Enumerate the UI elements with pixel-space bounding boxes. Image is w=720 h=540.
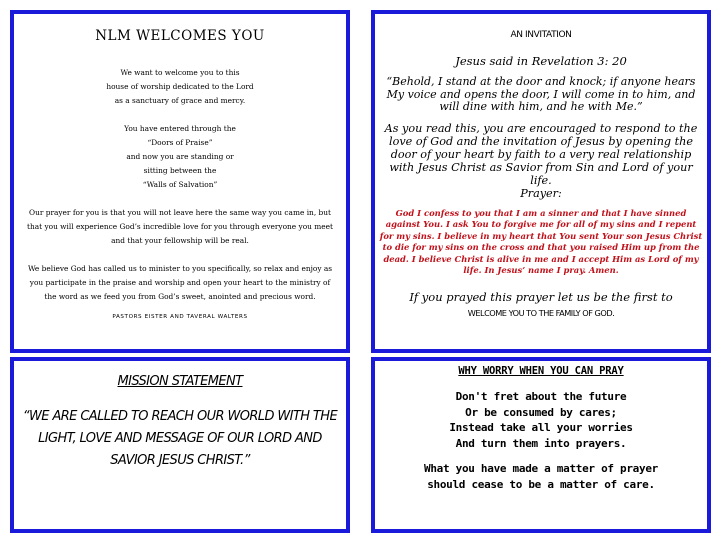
mission-title: MISSION STATEMENT (117, 374, 243, 389)
closing-line: should cease to be a matter of care. (427, 477, 655, 491)
text-line: “Walls of Salvation” (142, 180, 218, 189)
welcome-paragraph-2 (14, 122, 346, 192)
mission-statement: “WE ARE CALLED TO REACH OUR WORLD WITH THE LIGHT, LOVE AND MESSAGE OF OUR LORD AND SAVIOR JESUS CHRIST.” (22, 409, 338, 468)
family-welcome-text: WELCOME YOU TO THE FAMILY OF GOD. (467, 308, 615, 319)
invitation-title: AN INVITATION (510, 30, 572, 40)
welcome-title: NLM WELCOMES YOU (95, 28, 265, 44)
invitation-subtitle: Jesus said in Revelation 3: 20 (455, 54, 627, 68)
text-line: and now you are standing or (126, 152, 234, 161)
prayer-label: Prayer: (520, 186, 562, 200)
text-line: We want to welcome you to this (120, 68, 240, 77)
poem-line: Instead take all your worries (449, 421, 633, 434)
welcome-paragraph-4: We believe God has called us to minister to you specifically, so relax and enjoy as you participate in the praise and worship and open your heart to the ministry of the word as we feed you from God’s sweet, anointed and precious word. (27, 264, 333, 301)
text-line: house of worship dedicated to the Lord (106, 82, 254, 91)
text-line: “Doors of Praise” (147, 138, 213, 147)
mission-panel (10, 357, 350, 533)
welcome-panel (10, 10, 350, 353)
poem-line: Don't fret about the future (455, 390, 627, 403)
invitation-paragraph (379, 122, 703, 200)
invitation-paragraph-text: As you read this, you are encouraged to respond to the love of God and the invitation of Jesus by opening the door of your heart by faith to a very real relationship with Jesus Christ as Savior from Sin and Lord of your life. (384, 121, 698, 187)
follow-up-text: If you prayed this prayer let us be the first to (409, 290, 673, 305)
text-line: You have entered through the (124, 124, 236, 133)
scripture-quote: “Behold, I stand at the door and knock; if anyone hears My voice and opens the door, I will come in to him, and will dine with him, and he with Me.” (386, 75, 696, 113)
welcome-paragraph-1 (14, 66, 346, 108)
poem-line: And turn them into prayers. (455, 436, 627, 450)
worry-panel (371, 357, 711, 533)
worry-title: WHY WORRY WHEN YOU CAN PRAY (458, 365, 624, 377)
invitation-panel (371, 10, 711, 353)
poem-line: Or be consumed by cares; (465, 405, 617, 419)
welcome-paragraph-3: Our prayer for you is that you will not leave here the same way you came in, but that you will experience God’s incredible love for you through everyone you meet and that your fellowship will be real. (26, 208, 333, 245)
worry-poem (375, 389, 707, 451)
text-line: sitting between the (143, 166, 217, 175)
prayer-text: God I confess to you that I am a sinner and that I have sinned against You. I ask You to forgive me for all of my sins and I repent for my sins. I believe in my heart that You sent Your son Jesus Christ to die for my sins on the cross and that you raised Him up from the dead. I believe Christ is alive in me and I accept Him as Lord of my life. In Jesus’ name I pray. Amen. (379, 207, 703, 276)
pastors-names: PASTORS EISTER AND TAVERAL WALTERS (112, 314, 248, 320)
closing-line: What you have made a matter of prayer (424, 462, 658, 475)
text-line: as a sanctuary of grace and mercy. (114, 96, 246, 105)
worry-closing (375, 461, 707, 492)
